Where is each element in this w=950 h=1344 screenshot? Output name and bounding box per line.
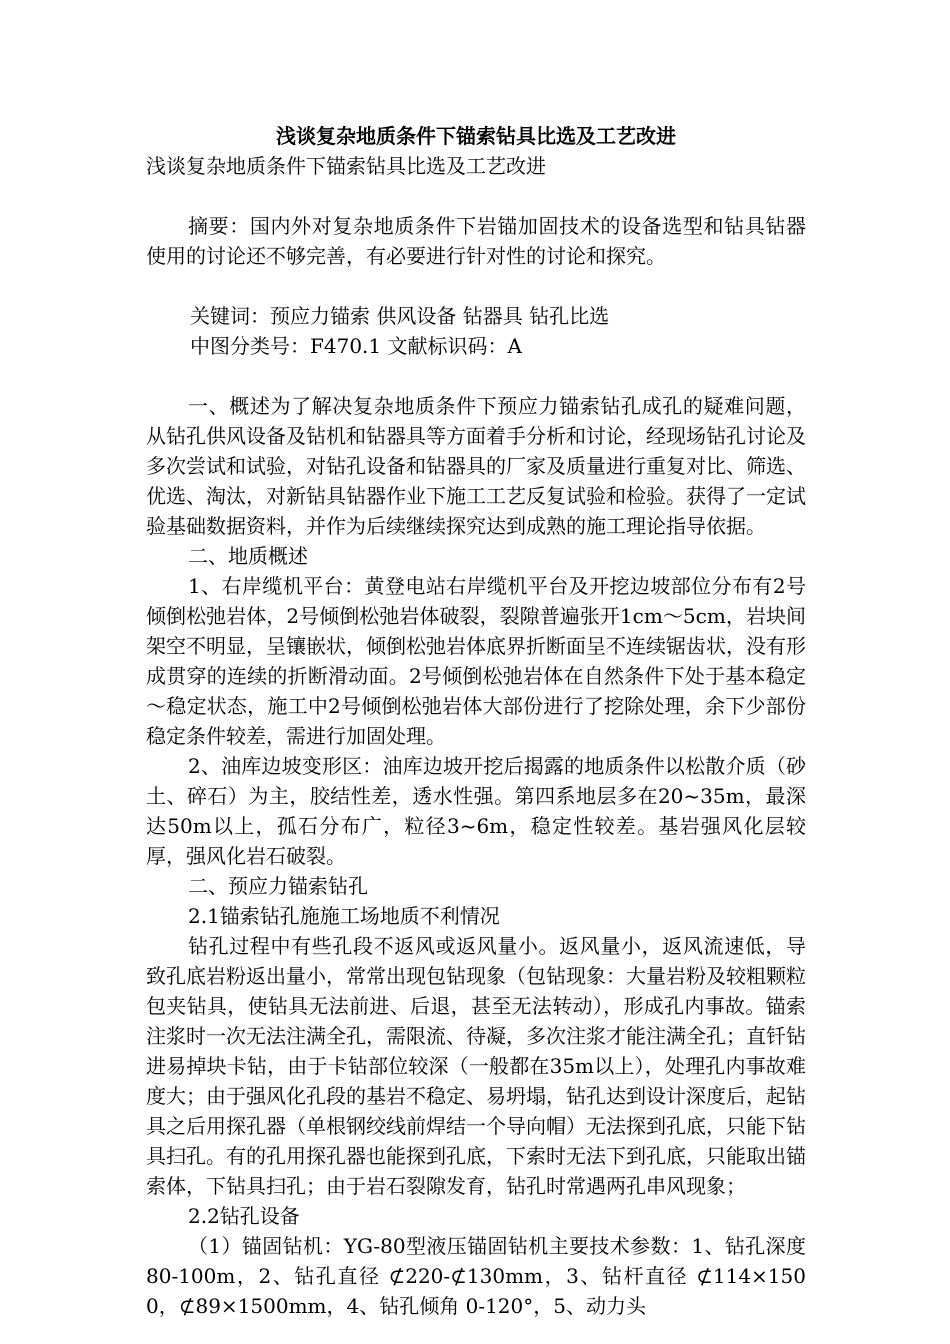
keywords-line: 关键词：预应力锚索 供风设备 钻器具 钻孔比选 xyxy=(190,304,610,328)
subsection-heading-2-2: 2.2钻孔设备 xyxy=(188,1204,300,1228)
paragraph-drilling-rig: （1）锚固钻机：YG-80型液压锚固钻机主要技术参数：1、钻孔深度 80-100m，2、钻孔直径 ⊄220-⊄130mm，3、钻杆直径 ⊄114×1500，⊄89×1500mm，4、钻孔倾角 0-120°，5、动力头 xyxy=(146,1234,806,1318)
classification-line: 中图分类号：F470.1 文献标识码：A xyxy=(190,334,522,358)
subsection-heading-2-1: 2.1锚索钻孔施施工场地质不利情况 xyxy=(188,904,500,928)
section-heading-geology: 二、地质概述 xyxy=(188,544,308,568)
paragraph-right-bank: 1、右岸缆机平台：黄登电站右岸缆机平台及开挖边坡部位分布有2号倾倒松弛岩体，2号倾倒松弛岩体破裂，裂隙普遍张开1cm～5cm，岩块间架空不明显，呈镶嵌状，倾倒松弛岩体底界折断面呈不连续锯齿状，没有形成贯穿的连续的折断滑动面。2号倾倒松弛岩体在自然条件下处于基本稳定～稳定状态，施工中2号倾倒松弛岩体大部份进行了挖除处理，余下少部份稳定条件较差，需进行加固处理。 xyxy=(146,574,806,748)
spacer xyxy=(146,181,806,211)
spacer xyxy=(146,271,806,301)
section-heading-anchor-drilling: 二、预应力锚索钻孔 xyxy=(188,874,368,898)
document-body xyxy=(146,121,806,1321)
paragraph-drilling-problems: 钻孔过程中有些孔段不返风或返风量小。返风量小，返风流速低，导致孔底岩粉返出量小，常常出现包钻现象（包钻现象：大量岩粉及较粗颗粒包夹钻具，使钻具无法前进、后退，甚至无法转动），形成孔内事故。锚索注浆时一次无法注满全孔，需限流、待凝，多次注浆才能注满全孔；直钎钻进易掉块卡钻，由于卡钻部位较深（一般都在35m以上），处理孔内事故难度大；由于强风化孔段的基岩不稳定、易坍塌，钻孔达到设计深度后，起钻具之后用探孔器（单根钢绞线前焊结一个导向帽）无法探到孔底，只能下钻具扫孔。有的孔用探孔器也能探到孔底，下索时无法下到孔底，只能取出锚索体，下钻具扫孔；由于岩石裂隙发育，钻孔时常遇两孔串风现象； xyxy=(146,934,806,1198)
paragraph-overview: 一、概述为了解决复杂地质条件下预应力锚索钻孔成孔的疑难问题，从钻孔供风设备及钻机和钻器具等方面着手分析和讨论，经现场钻孔讨论及多次尝试和试验，对钻孔设备和钻器具的厂家及质量进行重复对比、筛选、优选、淘汰，对新钻具钻器作业下施工工艺反复试验和检验。获得了一定试验基础数据资料，并作为后续继续探究达到成熟的施工理论指导依据。 xyxy=(146,394,806,538)
document-title: 浅谈复杂地质条件下锚索钻具比选及工艺改进 xyxy=(276,124,676,148)
paragraph-oil-depot: 2、油库边坡变形区：油库边坡开挖后揭露的地质条件以松散介质（砂土、碎石）为主，胶结性差，透水性强。第四系地层多在20~35m，最深达50m以上，孤石分布广，粒径3~6m，稳定性较差。基岩强风化层较厚，强风化岩石破裂。 xyxy=(146,754,806,868)
abstract-paragraph: 摘要：国内外对复杂地质条件下岩锚加固技术的设备选型和钻具钻器使用的讨论还不够完善，有必要进行针对性的讨论和探究。 xyxy=(146,214,806,268)
spacer xyxy=(146,361,806,391)
document-subtitle: 浅谈复杂地质条件下锚索钻具比选及工艺改进 xyxy=(146,154,546,178)
